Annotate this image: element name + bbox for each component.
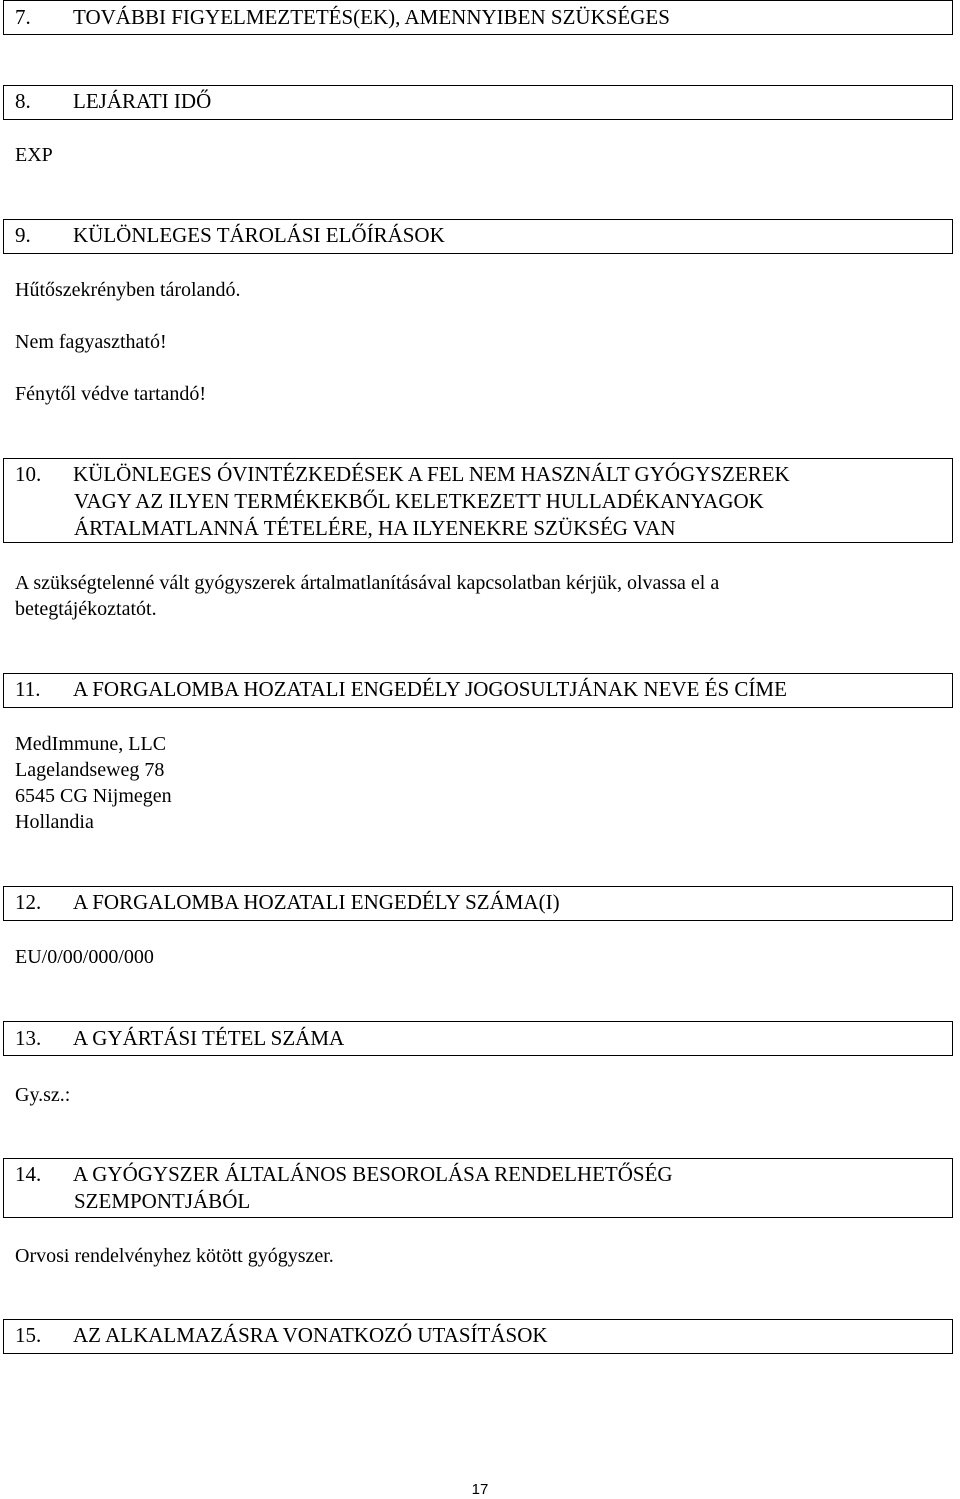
section-7-title: TOVÁBBI FIGYELMEZTETÉS(EK), AMENNYIBEN SZÜKSÉGES — [73, 5, 670, 29]
section-10-title-line-3: ÁRTALMATLANNÁ TÉTELÉRE, HA ILYENEKRE SZÜKSÉG VAN — [74, 516, 676, 540]
section-8-text: EXP — [15, 144, 53, 166]
section-13-title: A GYÁRTÁSI TÉTEL SZÁMA — [73, 1026, 345, 1050]
section-14-number: 14. — [15, 1162, 42, 1186]
section-12-text: EU/0/00/000/000 — [15, 946, 154, 968]
section-7-heading — [15, 5, 670, 30]
section-11-address-line-4: Hollandia — [15, 811, 94, 833]
section-8-number: 8. — [15, 89, 31, 113]
section-12-heading — [15, 890, 560, 915]
section-14-heading — [15, 1162, 673, 1187]
section-11-address-line-2: Lagelandseweg 78 — [15, 759, 165, 781]
section-10-title-line-1: KÜLÖNLEGES ÓVINTÉZKEDÉSEK A FEL NEM HASZNÁLT GYÓGYSZEREK — [73, 462, 790, 486]
section-14-title-line-2: SZEMPONTJÁBÓL — [74, 1189, 251, 1213]
section-10-heading — [15, 462, 790, 487]
section-11-number: 11. — [15, 677, 41, 701]
section-8-title: LEJÁRATI IDŐ — [73, 89, 212, 113]
section-14-title-line-1: A GYÓGYSZER ÁLTALÁNOS BESOROLÁSA RENDELHETŐSÉG — [73, 1162, 673, 1186]
section-15-title: AZ ALKALMAZÁSRA VONATKOZÓ UTASÍTÁSOK — [73, 1323, 548, 1347]
section-14-text: Orvosi rendelvényhez kötött gyógyszer. — [15, 1245, 334, 1267]
section-10-number: 10. — [15, 462, 42, 486]
section-15-heading — [15, 1323, 548, 1348]
section-11-address-line-3: 6545 CG Nijmegen — [15, 785, 172, 807]
section-9-heading — [15, 223, 445, 248]
section-10-text-line-1: A szükségtelenné vált gyógyszerek ártalmatlanításával kapcsolatban kérjük, olvassa el a — [15, 572, 720, 594]
section-9-text-line-2: Nem fagyasztható! — [15, 331, 167, 353]
section-9-text-line-1: Hűtőszekrényben tárolandó. — [15, 279, 241, 301]
section-9-text-line-3: Fénytől védve tartandó! — [15, 383, 207, 405]
section-9-title: KÜLÖNLEGES TÁROLÁSI ELŐÍRÁSOK — [73, 223, 445, 247]
page-number: 17 — [471, 1481, 489, 1498]
section-12-title: A FORGALOMBA HOZATALI ENGEDÉLY SZÁMA(I) — [73, 890, 560, 914]
section-8-heading — [15, 89, 211, 114]
section-13-text: Gy.sz.: — [15, 1084, 71, 1106]
section-11-address-line-1: MedImmune, LLC — [15, 733, 167, 755]
section-11-heading — [15, 677, 787, 702]
section-12-number: 12. — [15, 890, 42, 914]
section-9-number: 9. — [15, 223, 31, 247]
section-15-number: 15. — [15, 1323, 42, 1347]
section-10-text-line-2: betegtájékoztatót. — [15, 598, 157, 620]
section-13-number: 13. — [15, 1026, 42, 1050]
section-13-heading — [15, 1026, 344, 1051]
section-11-title: A FORGALOMBA HOZATALI ENGEDÉLY JOGOSULTJÁNAK NEVE ÉS CÍME — [73, 677, 787, 701]
section-7-number: 7. — [15, 5, 31, 29]
section-10-title-line-2: VAGY AZ ILYEN TERMÉKEKBŐL KELETKEZETT HULLADÉKANYAGOK — [74, 489, 764, 513]
